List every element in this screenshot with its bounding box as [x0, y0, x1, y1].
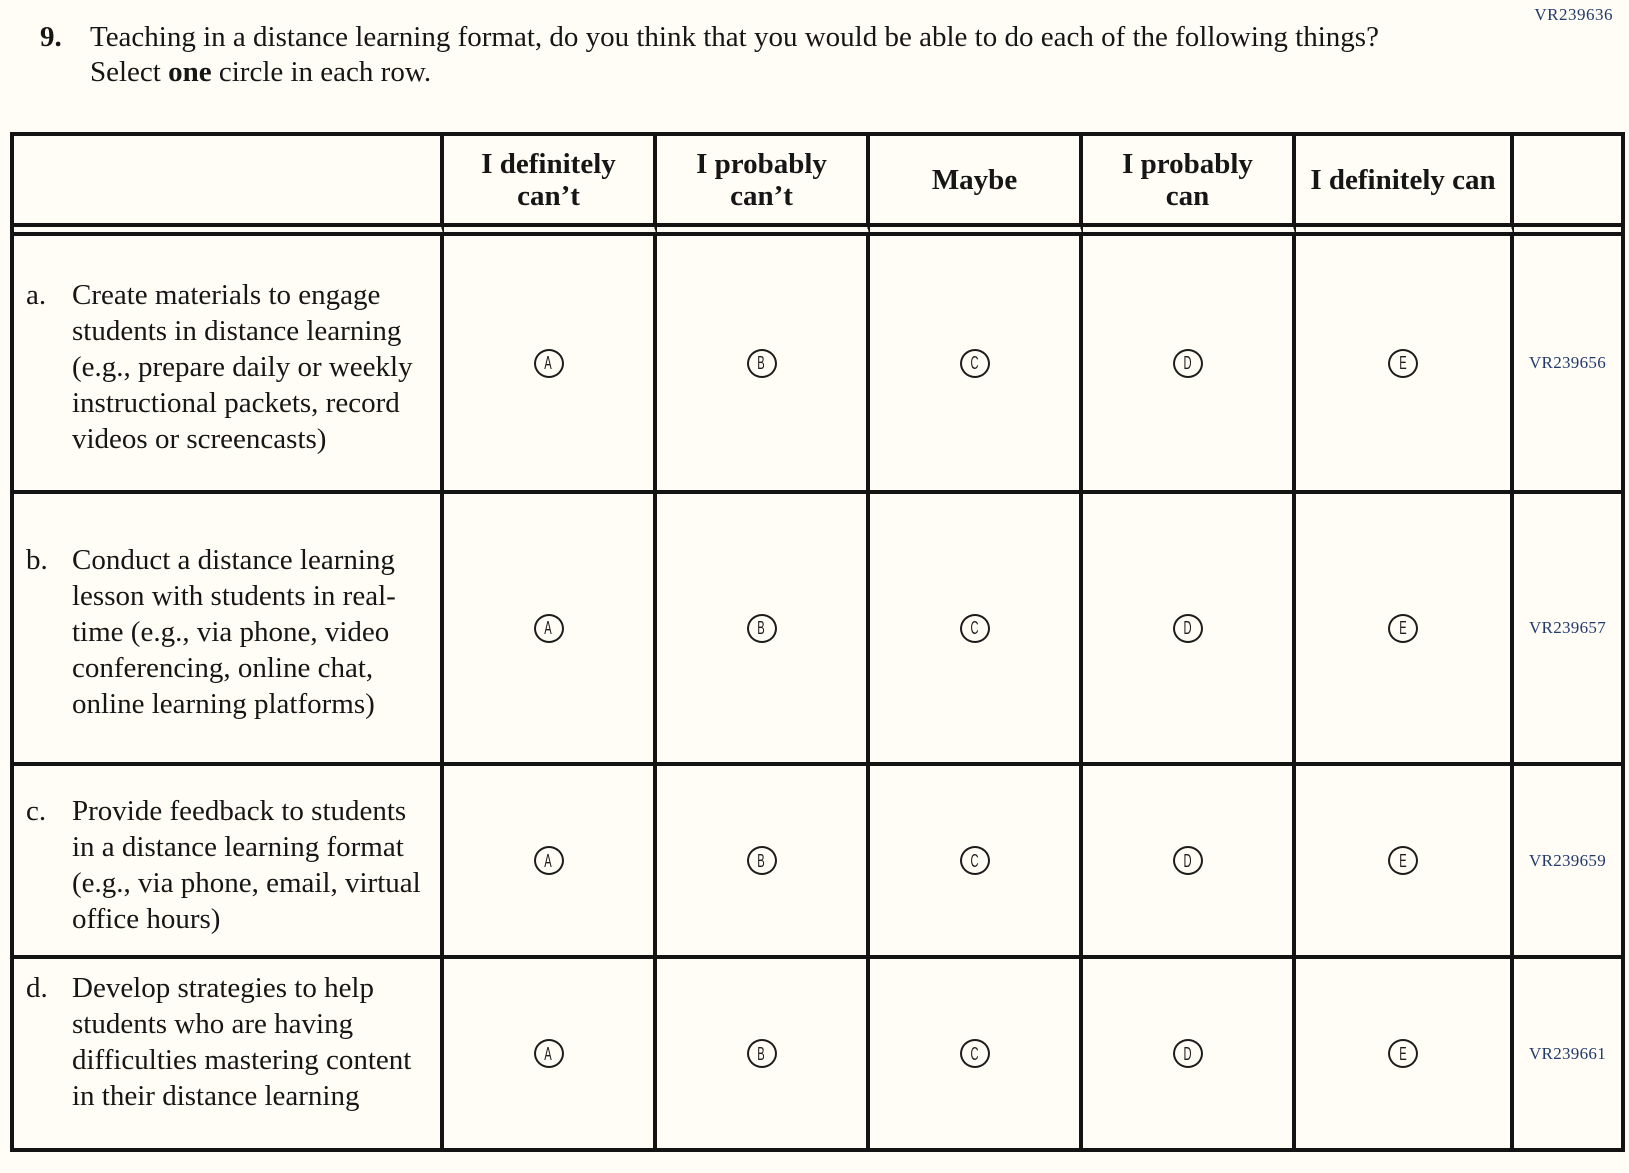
answer-bubble-d[interactable]	[1173, 349, 1203, 378]
question-line1: Teaching in a distance learning format, do you think that you would be able to do	[90, 21, 1041, 53]
answer-bubble-e[interactable]	[1388, 614, 1418, 643]
row-a-option-b-cell	[657, 236, 870, 494]
row-b-label: Conduct a distance learning lesson with students in real-time (e.g., via phone, video conferencing, online chat, online learning platforms)	[72, 544, 396, 720]
bubble-letter-e: E	[1399, 1043, 1407, 1064]
answer-bubble-e[interactable]	[1388, 846, 1418, 875]
table-row-b	[14, 494, 1621, 766]
row-b-option-b-cell	[657, 494, 870, 766]
question-line2-post: circle in each row.	[211, 56, 432, 88]
bubble-letter-c: C	[970, 618, 979, 638]
bubble-letter-c: C	[970, 850, 979, 871]
answer-bubble-c[interactable]	[960, 846, 990, 875]
bubble-letter-a: A	[544, 618, 553, 638]
row-a-variable-code: VR239656	[1514, 236, 1621, 494]
bubble-letter-e: E	[1399, 618, 1407, 638]
row-d-variable-code: VR239661	[1528, 1043, 1606, 1063]
bubble-letter-d: D	[1183, 850, 1192, 871]
header-definitely-can: I definitely can	[1296, 136, 1514, 236]
row-c-letter: c.	[26, 794, 47, 827]
answer-bubble-a[interactable]	[534, 349, 564, 378]
table-row-a	[14, 236, 1621, 494]
answer-bubble-e[interactable]	[1388, 1039, 1418, 1068]
row-c-label: Provide feedback to students in a distance learning format (e.g., via phone, email, virtual office hours)	[72, 794, 421, 935]
question-line2-pre: each of the following things? Select	[90, 21, 1379, 88]
row-b-option-d-cell	[1083, 494, 1296, 766]
answer-bubble-a[interactable]	[534, 1039, 564, 1068]
row-a-option-a-cell	[444, 236, 657, 494]
answer-bubble-c[interactable]	[960, 349, 990, 378]
row-d-option-a-cell	[444, 959, 657, 1148]
bubble-letter-c: C	[970, 353, 979, 373]
bubble-letter-a: A	[544, 1043, 553, 1064]
row-c-option-a-cell	[444, 766, 657, 959]
bubble-letter-d: D	[1183, 1043, 1192, 1064]
row-c-option-b-cell	[657, 766, 870, 959]
row-a-label: Create materials to engage students in distance learning (e.g., prepare daily or weekly instructional packets, record videos or screencasts)	[72, 279, 413, 455]
row-b-label-cell	[14, 494, 444, 766]
header-definitely-cant: I definitely can’t	[444, 136, 657, 236]
answer-bubble-d[interactable]	[1173, 614, 1203, 643]
row-b-option-c-cell	[870, 494, 1083, 766]
bubble-letter-c: C	[970, 1043, 979, 1064]
row-d-letter: d.	[26, 971, 48, 1004]
answer-bubble-d[interactable]	[1173, 1039, 1203, 1068]
row-a-option-c-cell	[870, 236, 1083, 494]
row-c-option-d-cell	[1083, 766, 1296, 959]
row-c-variable-code: VR239659	[1514, 766, 1621, 959]
row-d-label: Develop strategies to help students who are having difficulties mastering content in their distance learning	[72, 971, 412, 1112]
row-a-option-e-cell	[1296, 236, 1514, 494]
answer-bubble-b[interactable]	[747, 349, 777, 378]
header-probably-can: I probably can	[1083, 136, 1296, 236]
answer-bubble-b[interactable]	[747, 614, 777, 643]
page-variable-code: VR239636	[1534, 5, 1613, 24]
row-a-letter: a.	[26, 279, 47, 311]
question-text	[90, 20, 1380, 90]
question-block	[40, 20, 1380, 90]
answer-bubble-b[interactable]	[747, 1039, 777, 1068]
row-d-label-cell	[14, 959, 444, 1148]
row-d-option-d-cell	[1083, 959, 1296, 1148]
row-d-option-e-cell	[1296, 959, 1514, 1148]
row-c-option-c-cell	[870, 766, 1083, 959]
answer-bubble-d[interactable]	[1173, 846, 1203, 875]
bubble-letter-b: B	[757, 353, 766, 373]
header-row	[14, 136, 1621, 236]
table-row-d	[14, 959, 1621, 1148]
question-line2-bold: one	[168, 56, 212, 88]
row-b-letter: b.	[26, 544, 48, 576]
header-probably-cant: I probably can’t	[657, 136, 870, 236]
row-b-option-a-cell	[444, 494, 657, 766]
bubble-letter-b: B	[757, 1043, 766, 1064]
bubble-letter-b: B	[757, 850, 766, 871]
row-a-option-d-cell	[1083, 236, 1296, 494]
bubble-letter-a: A	[544, 353, 553, 373]
answer-bubble-a[interactable]	[534, 846, 564, 875]
bubble-letter-d: D	[1183, 618, 1192, 638]
row-b-variable-code: VR239657	[1514, 494, 1621, 766]
header-empty-label	[14, 136, 444, 236]
row-d-option-b-cell	[657, 959, 870, 1148]
row-c-label-cell	[14, 766, 444, 959]
bubble-letter-a: A	[544, 850, 553, 871]
row-d-option-c-cell	[870, 959, 1083, 1148]
table-row-c	[14, 766, 1621, 959]
answer-bubble-a[interactable]	[534, 614, 564, 643]
bubble-letter-d: D	[1183, 353, 1192, 373]
answer-bubble-e[interactable]	[1388, 349, 1418, 378]
header-maybe: Maybe	[870, 136, 1083, 236]
row-b-option-e-cell	[1296, 494, 1514, 766]
bubble-letter-e: E	[1399, 353, 1407, 373]
answer-bubble-b[interactable]	[747, 846, 777, 875]
row-a-label-cell	[14, 236, 444, 494]
question-number: 9.	[40, 21, 62, 53]
answer-bubble-c[interactable]	[960, 1039, 990, 1068]
row-c-option-e-cell	[1296, 766, 1514, 959]
response-grid	[10, 132, 1625, 1152]
bubble-letter-b: B	[757, 618, 766, 638]
bubble-letter-e: E	[1399, 850, 1407, 871]
header-empty-code	[1514, 136, 1621, 236]
answer-bubble-c[interactable]	[960, 614, 990, 643]
